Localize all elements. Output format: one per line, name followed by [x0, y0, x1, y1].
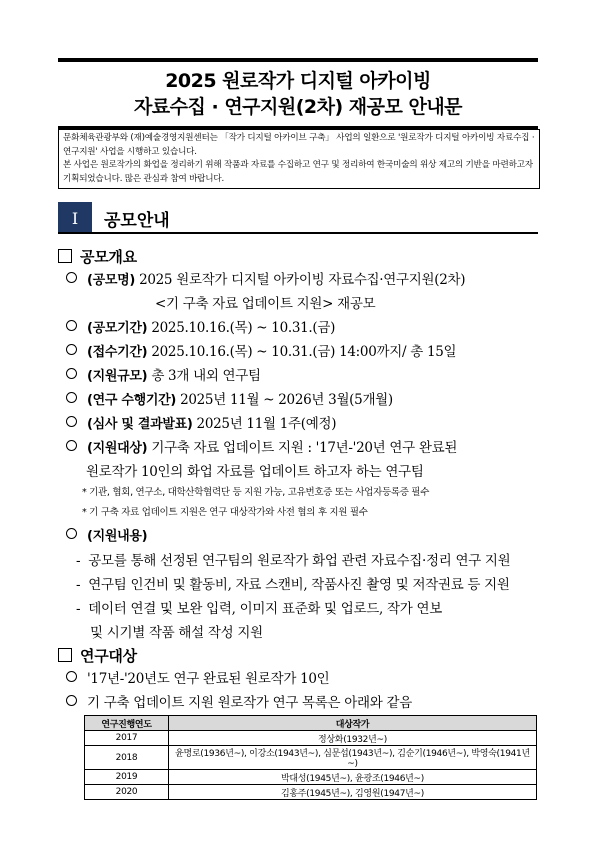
section-rule	[58, 232, 538, 234]
name-label: (공모명)	[87, 273, 136, 288]
table-cell-year: 2020	[85, 785, 169, 800]
title-line-2: 자료수집 · 연구지원(2차) 재공모 안내문	[133, 96, 463, 118]
section-header	[58, 202, 170, 234]
section-title: 공모안내	[104, 210, 170, 231]
research-item-1: '17년-'20년도 연구 완료된 원로작가 10인	[66, 667, 329, 687]
circle-bullet-icon	[66, 344, 77, 355]
research-table	[84, 715, 537, 800]
research-item-2: 기 구축 업데이트 지원 원로작가 연구 목록은 아래와 같음	[66, 691, 412, 711]
content-label: (지원내용)	[87, 529, 148, 544]
table-cell-year: 2018	[85, 746, 169, 770]
checkbox-square-icon	[58, 648, 72, 662]
circle-bullet-icon	[66, 272, 77, 283]
target-label: (지원대상)	[87, 441, 148, 456]
research-heading-text: 연구대상	[80, 647, 137, 665]
section-number: Ⅰ	[58, 202, 92, 234]
table-cell-year: 2017	[85, 731, 169, 746]
term-label: (연구 수행기간)	[87, 393, 177, 408]
scale-label: (지원규모)	[87, 369, 148, 384]
review-value: 2025년 11월 1주(예정)	[196, 416, 337, 432]
title-rule-top	[58, 58, 538, 62]
period-label: (공모기간)	[87, 321, 148, 336]
document-title	[58, 58, 538, 129]
circle-bullet-icon	[66, 695, 77, 706]
receipt-row	[66, 340, 456, 360]
target-value: 기구축 자료 업데이트 지원 : '17년-'20년 연구 완료된	[151, 440, 458, 456]
circle-bullet-icon	[66, 368, 77, 379]
term-value: 2025년 11월 ~ 2026년 3월(5개월)	[180, 392, 393, 408]
intro-paragraph-2: 본 사업은 원로작가의 화업을 정리하기 위해 작품과 자료를 수집하고 연구 및 정리하여 한국미술의 위상 제고의 기반을 마련하고자 기획되었습니다. 많은 관심과 참여 바랍니다.	[63, 160, 533, 184]
circle-bullet-icon	[66, 671, 77, 682]
table-header-row	[85, 716, 537, 731]
content-item-3-cont: 및 시기별 작품 해설 작성 지원	[90, 625, 263, 641]
table-cell-artists: 김홍주(1945년~), 김영원(1947년~)	[169, 785, 537, 800]
circle-bullet-icon	[66, 528, 77, 539]
scale-value: 총 3개 내외 연구팀	[151, 368, 261, 384]
target-note-1: * 기관, 협회, 연구소, 대학산학협력단 등 지원 가능, 고유번호증 또는 사업자등록증 필수	[82, 487, 430, 498]
target-row-2: 원로작가 10인의 화업 자료를 업데이트 하고자 하는 연구팀	[86, 464, 424, 480]
name-value: 2025 원로작가 디지털 아카이빙 자료수집·연구지원(2차)	[139, 272, 466, 288]
name-row-2: <기 구축 자료 업데이트 지원> 재공모	[155, 296, 376, 312]
receipt-value: 2025.10.16.(목) ~ 10.31.(금) 14:00까지/ 총 15일	[151, 344, 457, 360]
table-cell-artists: 윤명로(1936년~), 이강소(1943년~), 심문섭(1943년~), 김순기(1946년~), 박영숙(1941년~)	[169, 746, 537, 770]
checkbox-square-icon	[58, 249, 72, 263]
name-row	[66, 268, 465, 288]
period-row	[66, 316, 335, 336]
circle-bullet-icon	[66, 320, 77, 331]
table-row	[85, 770, 537, 785]
table-cell-artists: 박대성(1945년~), 윤광조(1946년~)	[169, 770, 537, 785]
review-label: (심사 및 결과발표)	[87, 417, 193, 432]
table-row	[85, 785, 537, 800]
title-line-1: 2025 원로작가 디지털 아카이빙	[165, 70, 431, 92]
content-row	[66, 525, 147, 544]
table-cell-artists: 정상화(1932년~)	[169, 731, 537, 746]
content-item-3: - 데이터 연결 및 보완 입력, 이미지 표준화 및 업로드, 작가 연보	[76, 601, 442, 617]
intro-box	[58, 129, 540, 189]
period-value: 2025.10.16.(목) ~ 10.31.(금)	[151, 320, 336, 336]
table-header-artist: 대상작가	[169, 716, 537, 731]
target-row	[66, 436, 457, 456]
overview-heading	[58, 246, 137, 267]
table-row	[85, 746, 537, 770]
table-header-year: 연구진행연도	[85, 716, 169, 731]
table-cell-year: 2019	[85, 770, 169, 785]
review-row	[66, 412, 336, 432]
intro-paragraph-1: 문화체육관광부와 (재)예술경영지원센터는 「작가 디지털 아카이브 구축」 사업의 일환으로 '원로작가 디지털 아카이빙 자료수집 · 연구지원' 사업을 시행하고 있습니다.	[63, 133, 535, 157]
circle-bullet-icon	[66, 440, 77, 451]
content-item-1: - 공모를 통해 선정된 연구팀의 원로작가 화업 관련 자료수집·정리 연구 지원	[76, 553, 511, 569]
research-heading	[58, 645, 137, 666]
overview-heading-text: 공모개요	[80, 248, 137, 266]
term-row	[66, 388, 393, 408]
scale-row	[66, 364, 261, 384]
target-note-2: * 기 구축 자료 업데이트 지원은 연구 대상작가와 사전 협의 후 지원 필수	[82, 507, 368, 518]
receipt-label: (접수기간)	[87, 345, 148, 360]
table-row	[85, 731, 537, 746]
circle-bullet-icon	[66, 392, 77, 403]
content-item-2: - 연구팀 인건비 및 활동비, 자료 스캔비, 작품사진 촬영 및 저작권료 등 지원	[76, 577, 510, 593]
circle-bullet-icon	[66, 416, 77, 427]
